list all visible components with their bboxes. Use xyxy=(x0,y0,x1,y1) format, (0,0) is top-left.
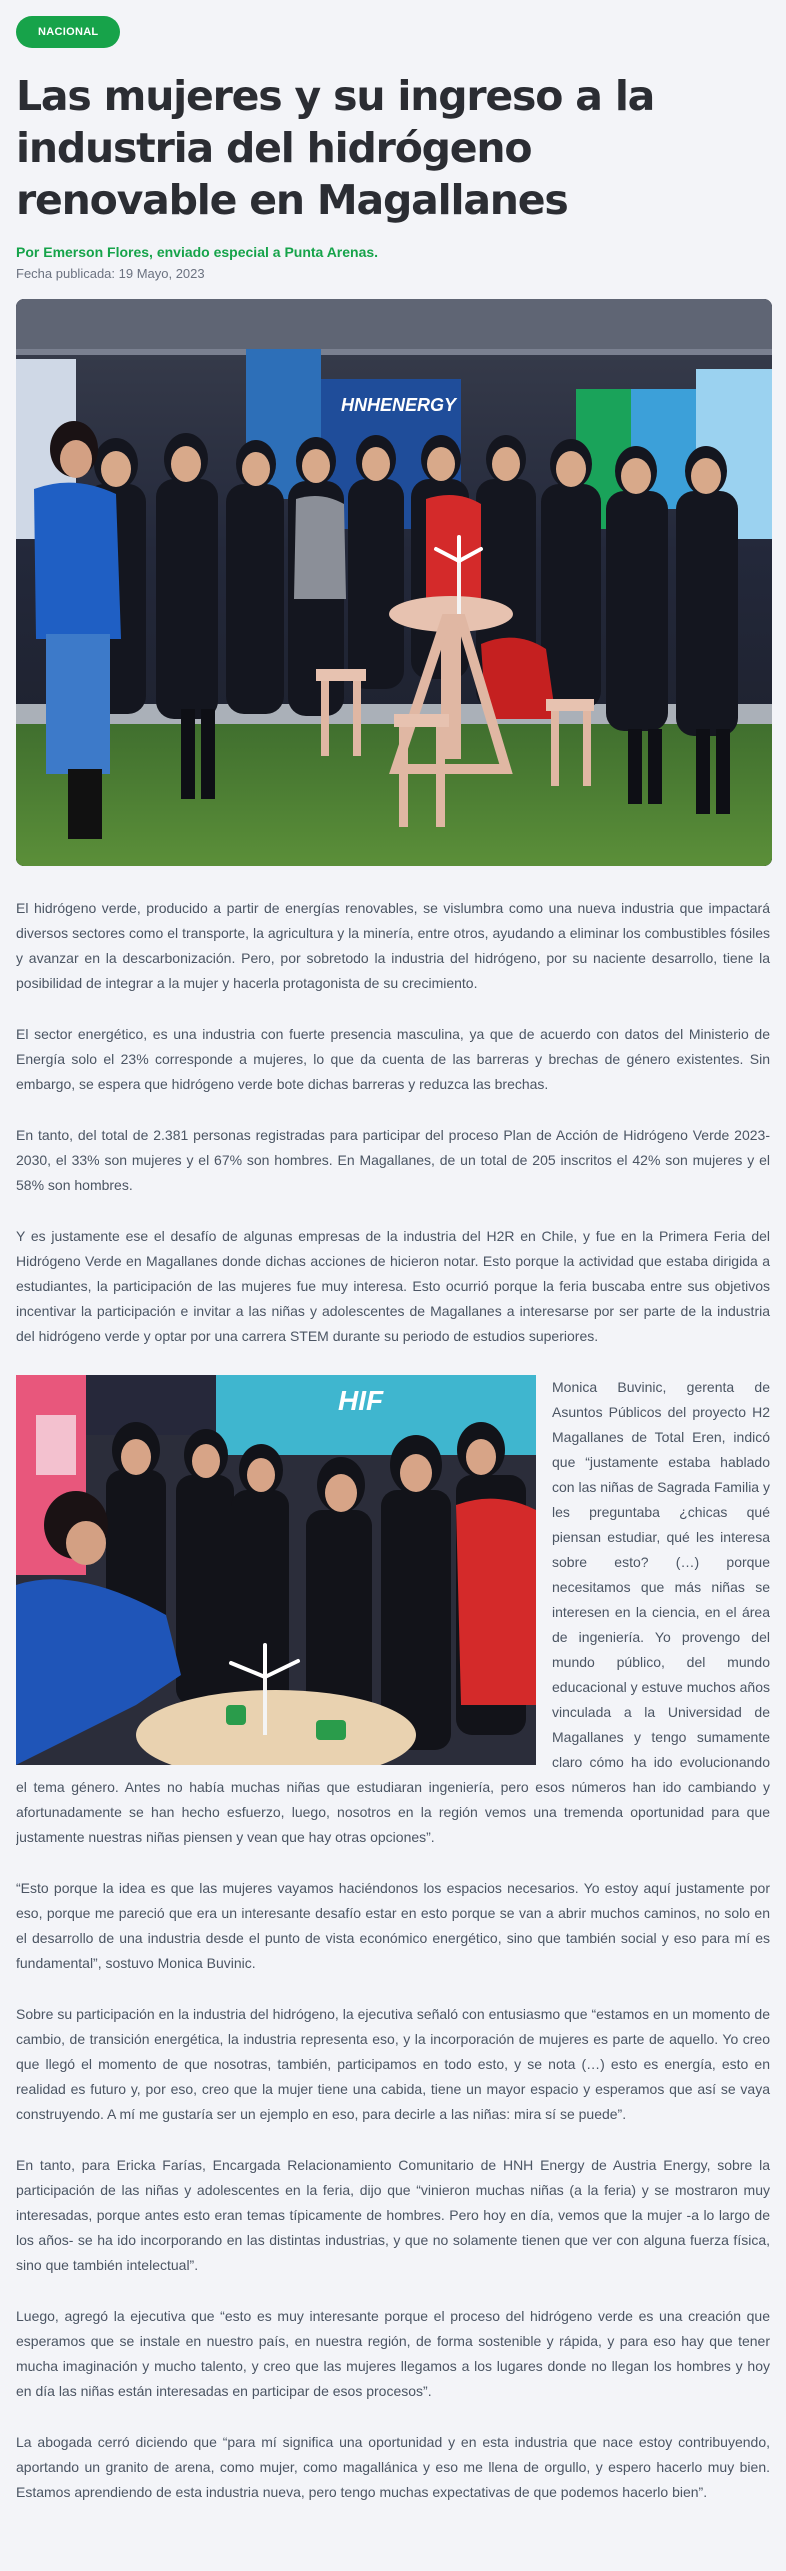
inline-booth-sign: HIF xyxy=(338,1385,384,1416)
paragraph: Sobre su participación en la industria del hidrógeno, la ejecutiva señaló con entusiasmo que “estamos en un momento de cambio, de transición energética, la industria representa eso, y la incorporación de mujeres es parte de aquello. Yo creo que llegó el momento de que nosotras, también, participamos en todo esto, y se nota (…) esto es energía, esto en realidad es futuro y, por eso, creo que la mujer tiene una cabida, tiene un mayor espacio y esperamos que así se vaya construyendo. A mí me gustaría ser un ejemplo en eso, para decirle a las niñas: mira sí se puede”. xyxy=(16,2006,770,2122)
paragraph: “Esto porque la idea es que las mujeres vayamos haciéndonos los espacios necesarios. Yo estoy aquí justamente por eso, porque me pareció que era un interesante desafío estar en esto porque se van a abrir muchos caminos, no solo en el desarrollo de una industria desde el punto de vista económico energético, sino que también social y eso para mí es fundamental”, sostuvo Monica Buvinic. xyxy=(16,1880,770,1971)
image-text-block xyxy=(16,1375,770,1850)
hero-photo-illustration xyxy=(16,299,772,866)
paragraph: Luego, agregó la ejecutiva que “esto es muy interesante porque el proceso del hidrógeno verde es una creación que esperamos que se instale en nuestro país, en nuestra región, de forma sostenible y rápida, y para eso hay que tener mucha imaginación y mucho talento, y creo que las mujeres llegamos a los lugares donde no llegan los hombres y hoy en día las niñas están interesadas en participar de esos procesos”. xyxy=(16,2308,770,2399)
author-byline: Por Emerson Flores, enviado especial a Punta Arenas. xyxy=(16,244,379,260)
hero-photo xyxy=(16,299,772,866)
inline-photo-illustration xyxy=(16,1375,536,1765)
publish-date: Fecha publicada: 19 Mayo, 2023 xyxy=(16,266,205,281)
article-body xyxy=(16,896,770,2505)
paragraph: El sector energético, es una industria con fuerte presencia masculina, ya que de acuerdo con datos del Ministerio de Energía solo el 23% corresponde a mujeres, lo que da cuenta de las barreras y brechas de género existentes. Sin embargo, se espera que hidrógeno verde bote dichas barreras y reduzca las brechas. xyxy=(16,1026,770,1092)
inline-photo xyxy=(16,1375,536,1765)
hero-booth-sign: HNHENERGY xyxy=(341,395,457,415)
paragraph: En tanto, para Ericka Farías, Encargada Relacionamiento Comunitario de HNH Energy de Austria Energy, sobre la participación de las niñas y adolescentes en la feria, dijo que “vinieron muchas niñas (a la feria) y se mostraron muy interesadas, porque antes esto eran temas típicamente de hombres. Pero hoy en día, vemos que la mujer -a lo largo de los años- se ha ido incorporando en las distintas industrias, y que no solamente tienen que ver con alguna fuerza física, sino que también intelectual”. xyxy=(16,2157,770,2273)
paragraph: En tanto, del total de 2.381 personas registradas para participar del proceso Plan de Acción de Hidrógeno Verde 2023-2030, el 33% son mujeres y el 67% son hombres. En Magallanes, de un total de 205 inscritos el 42% son mujeres y el 58% son hombres. xyxy=(16,1127,770,1193)
section-badge[interactable]: NACIONAL xyxy=(16,16,120,48)
paragraph: Y es justamente ese el desafío de algunas empresas de la industria del H2R en Chile, y fue en la Primera Feria del Hidrógeno Verde en Magallanes donde dichas acciones de hicieron notar. Esto porque la actividad que estaba dirigida a estudiantes, la participación de las mujeres fue muy interesa. Esto ocurrió porque la feria buscaba entre sus objetivos incentivar la participación e invitar a las niñas y adolescentes de Magallanes a interesarse por ser parte de la industria del hidrógeno verde y optar por una carrera STEM durante su periodo de estudios superiores. xyxy=(16,1228,770,1344)
article-headline: Las mujeres y su ingreso a la industria del hidrógeno renovable en Magallanes xyxy=(16,72,655,224)
paragraph: Monica Buvinic, gerenta de Asuntos Públicos del proyecto H2 Magallanes de Total Eren, indicó que “justamente estaba hablado con las niñas de Sagrada Familia y les preguntaba ¿chicas qué piensan estudiar, qué les interesa sobre esto? (…) porque necesitamos que más niñas se interesen en la ciencia, en el área de ingeniería. Yo provengo del mundo público, del mundo educacional y estuve muchos años vinculada a la Universidad de Magallanes y tengo sumamente claro cómo ha ido evolucionando el tema género. Antes no había muchas niñas que estudiaran ingeniería, pero esos números han ido cambiando y afortunadamente se han hecho esfuerzo, luego, nosotros en la región vemos una tremenda oportunidad para que justamente nuestras niñas piensen y vean que hay otras opciones”. xyxy=(16,1379,770,1845)
paragraph: El hidrógeno verde, producido a partir de energías renovables, se vislumbra como una nueva industria que impactará diversos sectores como el transporte, la agricultura y la minería, entre otros, ayudando a eliminar los combustibles fósiles y avanzar en la descarbonización. Pero, por sobretodo la industria del hidrógeno, por su naciente desarrollo, tiene la posibilidad de integrar a la mujer y hacerla protagonista de su crecimiento. xyxy=(16,900,770,991)
paragraph: La abogada cerró diciendo que “para mí significa una oportunidad y en esta industria que nace estoy contribuyendo, aportando un granito de arena, como mujer, como magallánica y eso me llena de orgullo, y espero hacerlo muy bien. Estamos aprendiendo de esta industria nueva, pero tengo muchas expectativas de que podemos hacerlo bien”. xyxy=(16,2434,770,2500)
